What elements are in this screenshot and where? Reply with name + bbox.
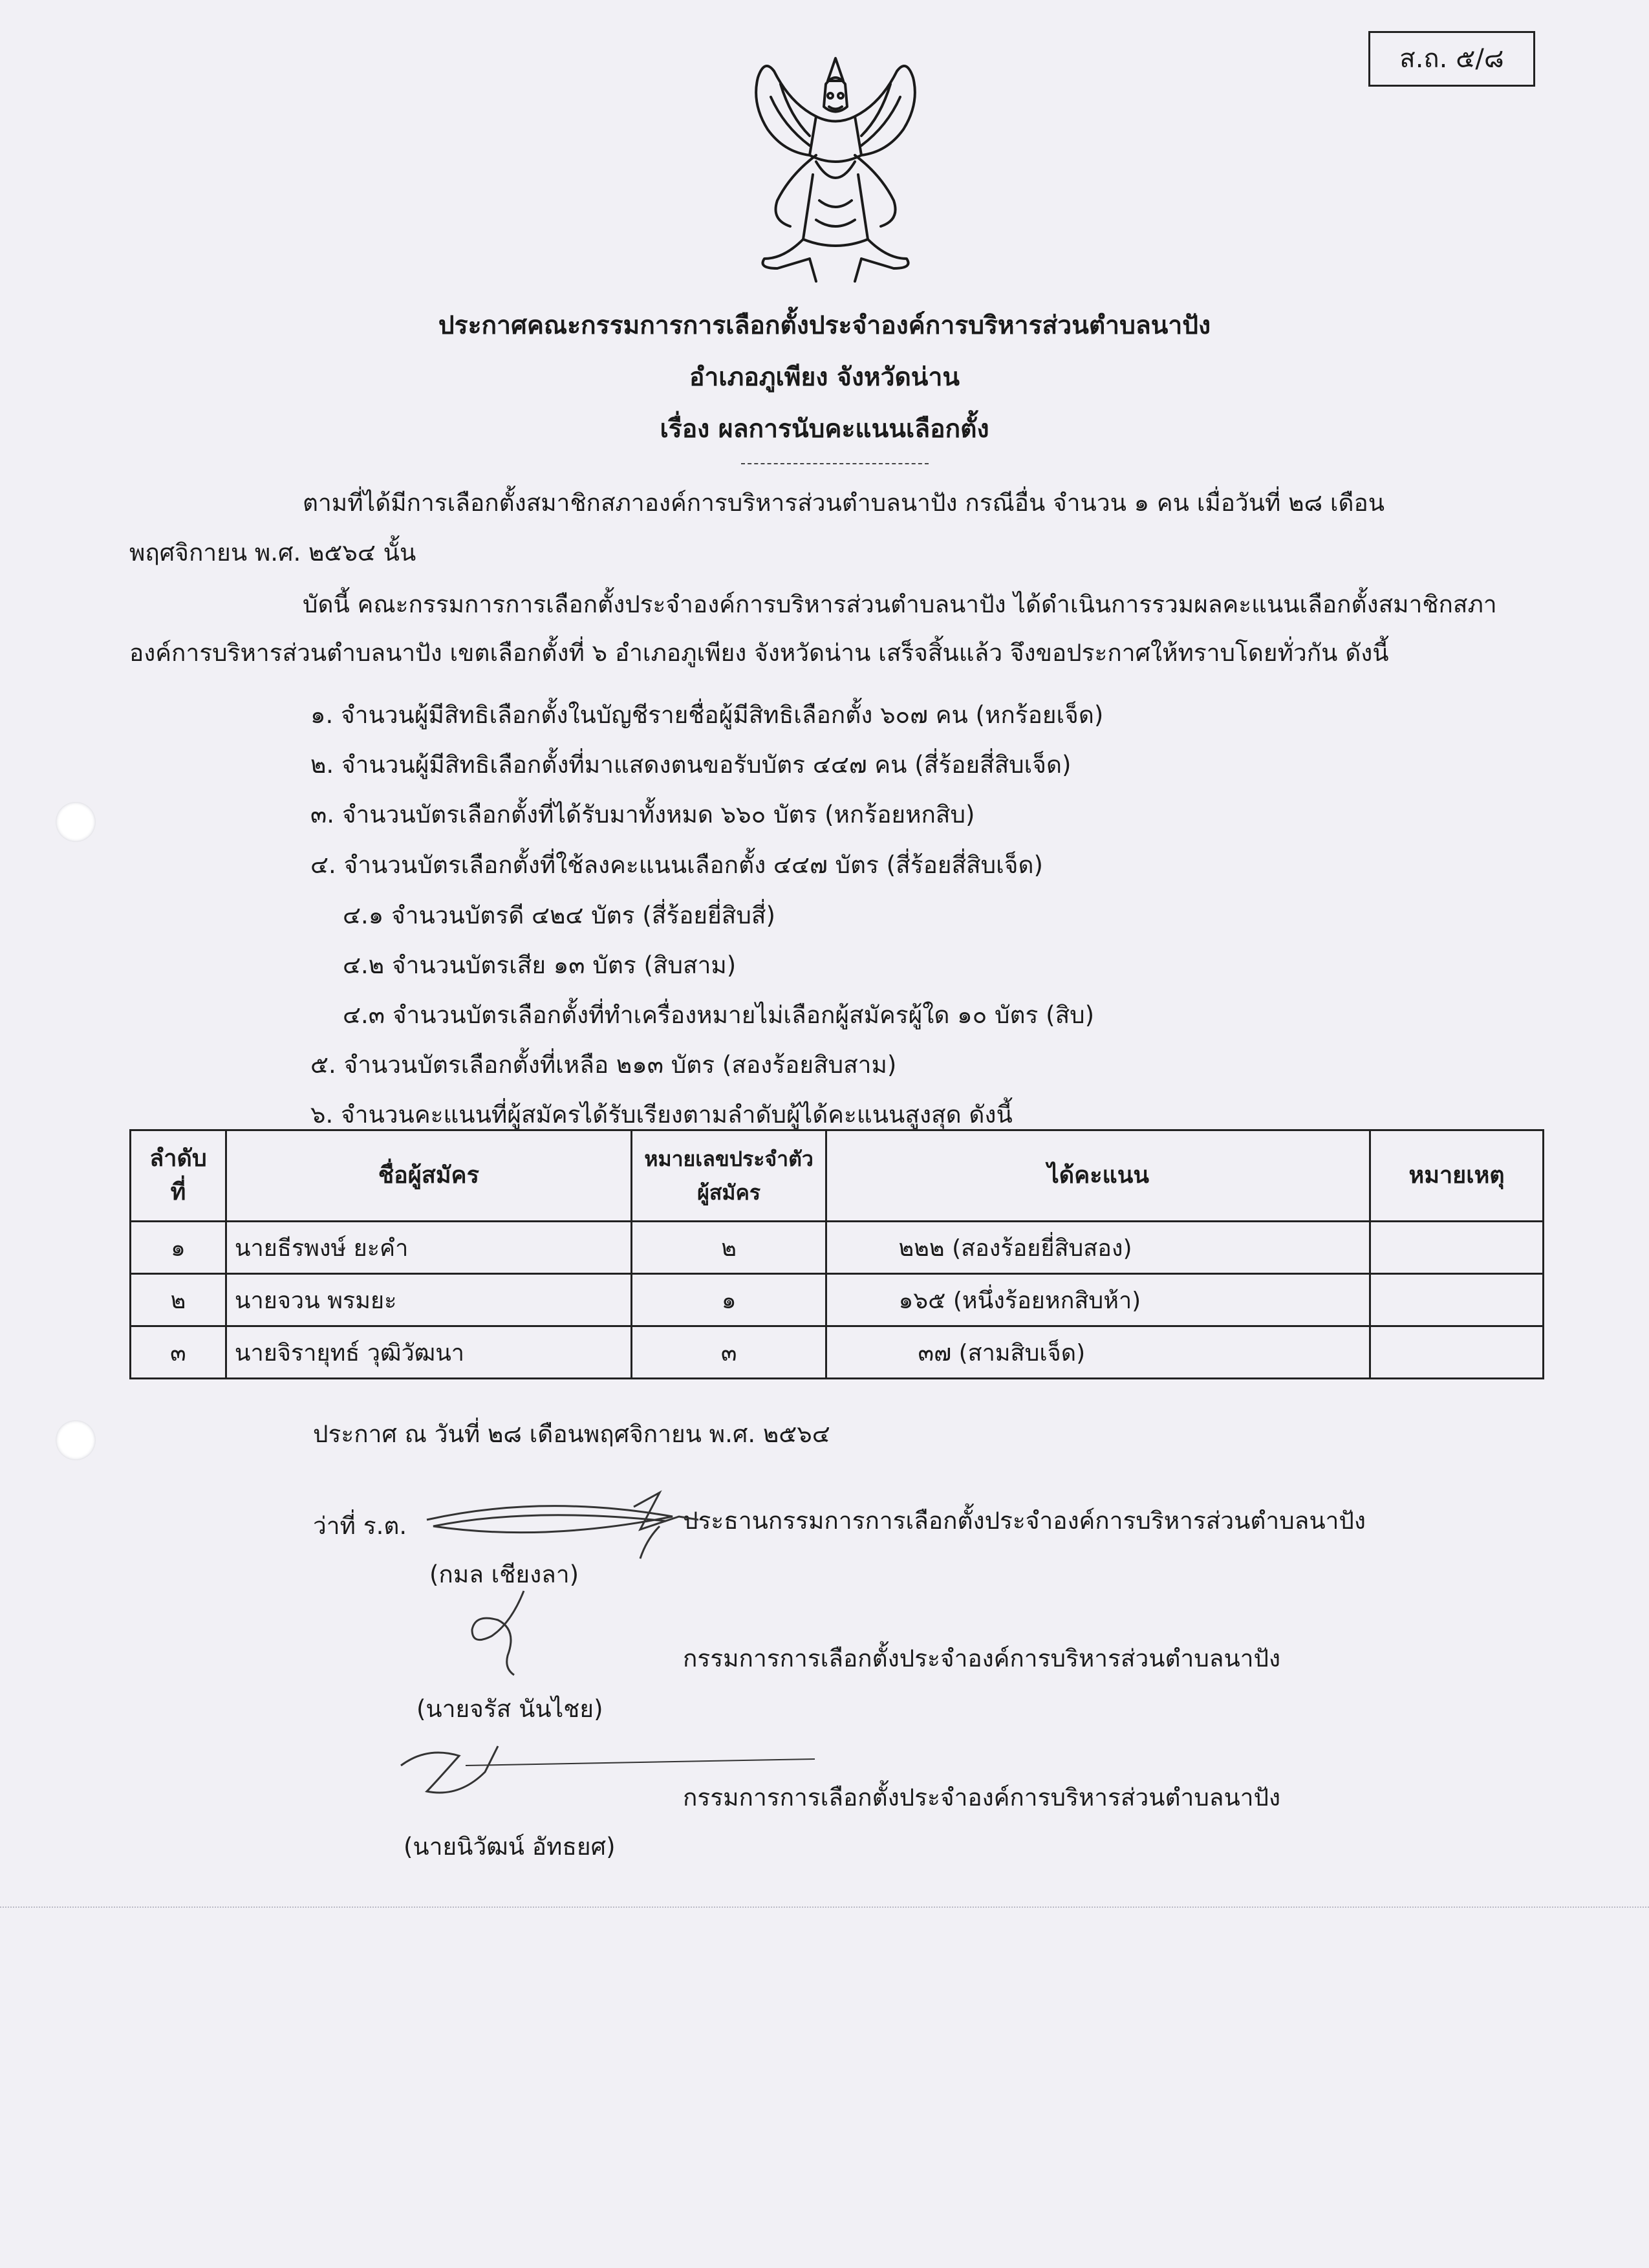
punch-hole (56, 1420, 96, 1460)
cell-name: นายจิรายุทธ์ วุฒิวัฒนา (226, 1326, 631, 1379)
table-row (131, 1326, 1544, 1379)
cell-note (1370, 1222, 1544, 1274)
cell-note (1370, 1274, 1544, 1326)
item-1: ๑. จำนวนผู้มีสิทธิเลือกตั้งในบัญชีรายชื่อผู้มีสิทธิเลือกตั้ง ๖๐๗ คน (หกร้อยเจ็ด) (310, 701, 1104, 729)
cell-name: นายธีรพงษ์ ยะคำ (226, 1222, 631, 1274)
signer-1-title: ประธานกรรมการการเลือกตั้งประจำองค์การบริหารส่วนตำบลนาปัง (683, 1507, 1366, 1535)
paragraph-1-line-2: พฤศจิกายน พ.ศ. ๒๕๖๔ นั้น (129, 539, 416, 567)
title-line-2: อำเภอภูเพียง จังหวัดน่าน (689, 363, 960, 392)
table-header-row (131, 1130, 1544, 1222)
signature-2-icon (453, 1584, 556, 1681)
signer-2-name: (นายจรัส นันไชย) (416, 1695, 603, 1723)
form-code-box: ส.ถ. ๕/๘ (1368, 31, 1535, 87)
title-divider (741, 463, 929, 464)
header-score: ได้คะแนน (826, 1130, 1370, 1222)
page-fold-line (0, 1906, 1649, 1908)
table-row (131, 1274, 1544, 1326)
paragraph-1-line-1: ตามที่ได้มีการเลือกตั้งสมาชิกสภาองค์การบริหารส่วนตำบลนาปัง กรณีอื่น จำนวน ๑ คน เมื่อวันที่ ๒๘ เดือน (303, 489, 1385, 517)
item-5: ๕. จำนวนบัตรเลือกตั้งที่เหลือ ๒๑๓ บัตร (สองร้อยสิบสาม) (310, 1051, 897, 1079)
item-4: ๔. จำนวนบัตรเลือกตั้งที่ใช้ลงคะแนนเลือกตั้ง ๔๔๗ บัตร (สี่ร้อยสี่สิบเจ็ด) (310, 851, 1043, 879)
signer-3-name: (นายนิวัฒน์ อัทธยศ) (404, 1833, 616, 1861)
paragraph-2-line-1: บัดนี้ คณะกรรมการการเลือกตั้งประจำองค์การบริหารส่วนตำบลนาปัง ได้ดำเนินการรวมผลคะแนนเลือกตั้งสมาชิกสภา (303, 590, 1497, 618)
title-line-1: ประกาศคณะกรรมการการเลือกตั้งประจำองค์การบริหารส่วนตำบลนาปัง (438, 311, 1211, 340)
paragraph-2-line-2: องค์การบริหารส่วนตำบลนาปัง เขตเลือกตั้งที่ ๖ อำเภอภูเพียง จังหวัดน่าน เสร็จสิ้นแล้ว จึงขอประกาศให้ทราบโดยทั่วกัน ดังนี้ (129, 639, 1389, 667)
cell-rank: ๒ (131, 1274, 226, 1326)
header-name: ชื่อผู้สมัคร (226, 1130, 631, 1222)
signer-3-title: กรรมการการเลือกตั้งประจำองค์การบริหารส่วนตำบลนาปัง (683, 1784, 1281, 1811)
cell-rank: ๑ (131, 1222, 226, 1274)
results-table (129, 1129, 1544, 1379)
cell-number: ๒ (631, 1222, 826, 1274)
header-rank: ลำดับ ที่ (131, 1130, 226, 1222)
announcement-date: ประกาศ ณ วันที่ ๒๘ เดือนพฤศจิกายน พ.ศ. ๒๕๖๔ (313, 1420, 830, 1448)
punch-hole (56, 802, 96, 842)
item-6: ๖. จำนวนคะแนนที่ผู้สมัครได้รับเรียงตามลำดับผู้ได้คะแนนสูงสุด ดังนี้ (310, 1101, 1013, 1129)
cell-name: นายจวน พรมยะ (226, 1274, 631, 1326)
cell-rank: ๓ (131, 1326, 226, 1379)
item-4-1: ๔.๑ จำนวนบัตรดี ๔๒๔ บัตร (สี่ร้อยยี่สิบสี่) (343, 902, 775, 929)
title-line-3: เรื่อง ผลการนับคะแนนเลือกตั้ง (660, 415, 989, 444)
header-note: หมายเหตุ (1370, 1130, 1544, 1222)
signer-2-title: กรรมการการเลือกตั้งประจำองค์การบริหารส่วนตำบลนาปัง (683, 1645, 1281, 1672)
item-4-3: ๔.๓ จำนวนบัตรเลือกตั้งที่ทำเครื่องหมายไม่เลือกผู้สมัครผู้ใด ๑๐ บัตร (สิบ) (343, 1001, 1095, 1029)
signature-1-icon (414, 1481, 724, 1584)
cell-number: ๓ (631, 1326, 826, 1379)
cell-score: ๓๗ (สามสิบเจ็ด) (826, 1326, 1370, 1379)
item-3: ๓. จำนวนบัตรเลือกตั้งที่ได้รับมาทั้งหมด ๖๖๐ บัตร (หกร้อยหกสิบ) (310, 801, 975, 828)
cell-note (1370, 1326, 1544, 1379)
signer-1-name: (กมล เชียงลา) (429, 1561, 579, 1588)
header-number: หมายเลขประจำตัว ผู้สมัคร (631, 1130, 826, 1222)
item-4-2: ๔.๒ จำนวนบัตรเสีย ๑๓ บัตร (สิบสาม) (343, 951, 737, 979)
table-row (131, 1222, 1544, 1274)
item-2: ๒. จำนวนผู้มีสิทธิเลือกตั้งที่มาแสดงตนขอรับบัตร ๔๔๗ คน (สี่ร้อยสี่สิบเจ็ด) (310, 751, 1072, 779)
cell-score: ๒๒๒ (สองร้อยยี่สิบสอง) (826, 1222, 1370, 1274)
garuda-emblem-icon (719, 45, 952, 291)
cell-number: ๑ (631, 1274, 826, 1326)
cell-score: ๑๖๕ (หนึ่งร้อยหกสิบห้า) (826, 1274, 1370, 1326)
signer-1-prefix: ว่าที่ ร.ต. (313, 1512, 407, 1540)
